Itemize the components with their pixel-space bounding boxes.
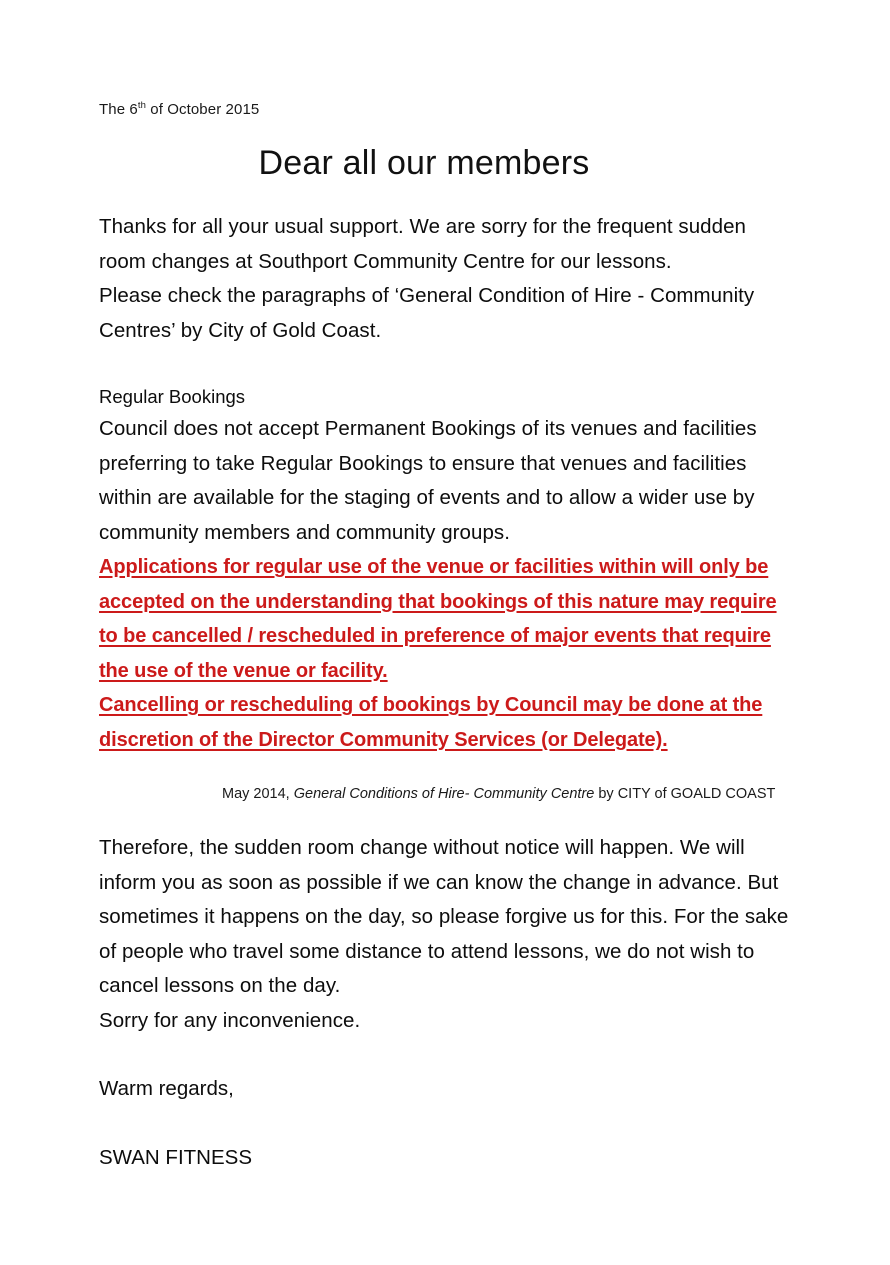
sign-off: Warm regards, — [99, 1077, 234, 1100]
highlight-text-1: Applications for regular use of the venue or facilities within will only be accepted on the understanding that bookings of this nature may require to be cancelled / rescheduled in preference of major events that require the use of the venue or facility. — [99, 556, 777, 682]
signature-spacer — [99, 1107, 791, 1141]
section-heading-regular-bookings: Regular Bookings — [99, 386, 246, 407]
closing-paragraph: Therefore, the sudden room change without notice will happen. We will inform you as soon as possible if we can know the change in advance. But sometimes it happens on the day, so please forgive us for this. For the sake of people who travel some distance to attend lessons, we do not wish to cancel lessons on the day. — [99, 836, 789, 997]
date-suffix: of October 2015 — [145, 101, 260, 118]
intro-paragraph-line-1: Thanks for all your usual support. We are sorry for the frequent sudden room changes at Southport Community Centre for our lessons. — [99, 215, 746, 273]
paragraph-spacer — [99, 348, 791, 382]
highlight-paragraph-1 — [99, 550, 791, 688]
citation-prefix: May 2014, — [222, 786, 294, 802]
citation-suffix: by CITY of GOALD COAST — [594, 786, 776, 802]
page-title: Dear all our members — [258, 144, 590, 182]
date-ordinal-suffix: th — [137, 100, 146, 111]
date-prefix: The 6 — [99, 101, 138, 118]
section-body-regular-bookings: Council does not accept Permanent Bookings of its venues and facilities preferring to take Regular Bookings to ensure that venues and facilities within are available for the staging of events and to allow a wider use by community members and community groups. — [99, 417, 757, 544]
highlight-paragraph-2 — [99, 688, 791, 757]
source-citation — [99, 783, 791, 805]
highlight-text-2: Cancelling or rescheduling of bookings by Council may be done at the discretion of the Director Community Services (or Delegate). — [99, 694, 763, 751]
citation-title: General Conditions of Hire- Community Centre — [293, 786, 595, 802]
signature-name: SWAN FITNESS — [99, 1145, 252, 1169]
closing-spacer — [99, 805, 791, 831]
document-date — [99, 100, 791, 120]
citation-spacer — [99, 757, 791, 783]
closing-paragraph-2: Sorry for any inconvenience. — [99, 1008, 361, 1032]
intro-paragraph-line-2: Please check the paragraphs of ‘General Condition of Hire - Community Centres’ by City of Gold Coast. — [99, 284, 755, 342]
signoff-spacer — [99, 1038, 791, 1072]
